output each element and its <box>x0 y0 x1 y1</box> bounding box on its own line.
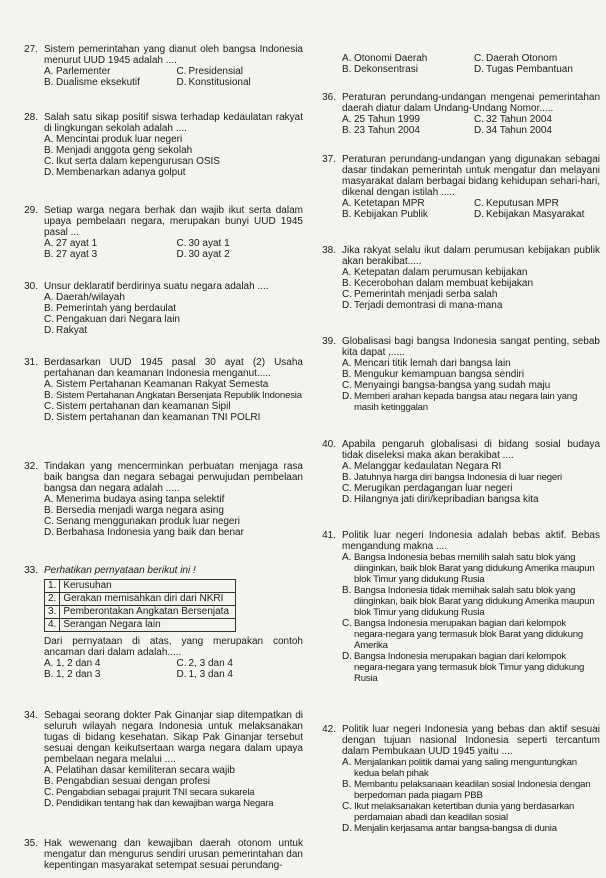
answer-option[interactable] <box>44 787 303 798</box>
option-text: Ketepatan dalam perumusan kebijakan <box>354 267 528 278</box>
option-text: 30 ayat 1 <box>188 238 230 249</box>
option-letter: B. <box>342 369 352 380</box>
option-text: Menerima budaya asing tanpa selektif <box>56 494 225 505</box>
answer-options <box>44 238 303 260</box>
question-body <box>342 724 600 834</box>
answer-options <box>44 292 303 336</box>
option-letter: A. <box>342 198 352 209</box>
question-body <box>44 461 303 538</box>
option-letter: D. <box>342 391 352 402</box>
answer-options <box>342 198 600 220</box>
option-text: 23 Tahun 2004 <box>354 125 420 136</box>
option-letter: A. <box>44 379 54 390</box>
answer-option[interactable] <box>342 779 600 801</box>
answer-option[interactable] <box>177 249 304 260</box>
option-text: Tugas Pembantuan <box>486 64 573 75</box>
answer-option[interactable] <box>474 64 600 75</box>
option-letter: D. <box>474 125 484 136</box>
option-letter: B. <box>44 77 54 88</box>
question-body <box>342 154 600 220</box>
option-letter: A. <box>44 238 54 249</box>
answer-options <box>44 765 303 809</box>
option-text: Terjadi demontrasi di mana-mana <box>354 300 503 311</box>
option-text: Membenarkan adanya golput <box>56 167 186 178</box>
question <box>316 336 600 413</box>
question <box>316 245 600 311</box>
option-letter: D. <box>342 651 352 662</box>
option-text: Pendidikan tentang hak dan kewajiban warga Negara <box>56 798 274 809</box>
question-number: 27. <box>24 44 38 55</box>
answer-option[interactable] <box>474 125 600 136</box>
option-letter: D. <box>342 823 352 834</box>
answer-option[interactable] <box>44 505 303 516</box>
question-stem: Tindakan yang mencerminkan perbuatan menjaga rasa baik bangsa dan negara sebagai perwujudan pembelaan bangsa dan negara adalah ..... <box>44 461 303 494</box>
option-letter: C. <box>474 198 484 209</box>
statement-number: 3. <box>45 606 60 619</box>
option-text: Konstitusional <box>188 77 251 88</box>
option-text: Pelatihan dasar kemiliteran secara wajib <box>56 765 235 776</box>
answer-option[interactable] <box>44 669 171 680</box>
question-stem: Sistem pemerintahan yang dianut oleh bangsa Indonesia menurut UUD 1945 adalah .... <box>44 44 303 66</box>
option-letter: C. <box>44 156 54 167</box>
option-text: 30 ayat 2 <box>188 249 230 260</box>
option-text: Dualisme eksekutif <box>56 77 140 88</box>
option-letter: A. <box>44 134 54 145</box>
question-stem: Politik luar negeri Indonesia yang bebas dan aktif sesuai dengan tujuan nasional Indonesia seperti tercantum dalam Pembukaan UUD 1945 yaitu .... <box>342 724 600 757</box>
answer-option[interactable] <box>44 798 303 809</box>
answer-option[interactable] <box>177 669 304 680</box>
option-text: Mencari titik lemah dari bangsa lain <box>354 358 511 369</box>
question-body <box>44 44 303 88</box>
option-text: Bangsa Indonesia bebas memilih salah satu blok yang diinginkan, baik blok Barat yang didukung Amerika maupun blok Timur yang didukung Rusia <box>354 552 595 585</box>
option-letter: D. <box>342 300 352 311</box>
option-letter: A. <box>44 765 54 776</box>
option-text: Ikut melaksanakan ketertiban dunia yang berdasarkan perdamaian abadi dan keadilan sosial <box>354 801 575 823</box>
answer-option[interactable] <box>44 292 303 303</box>
answer-option[interactable] <box>177 238 304 249</box>
question <box>316 439 600 505</box>
answer-option[interactable] <box>474 198 600 209</box>
answer-options <box>44 66 303 88</box>
option-text: Sistem pertahanan dan keamanan TNI POLRI <box>56 412 261 423</box>
question <box>18 357 303 423</box>
question-number: 30. <box>24 281 38 292</box>
option-text: Merugikan perdagangan luar negeri <box>354 483 513 494</box>
option-letter: C. <box>176 66 187 77</box>
answer-option[interactable] <box>44 134 303 145</box>
question-body <box>44 281 303 336</box>
option-text: Sistem Pertahanan Keamanan Rakyat Semesta <box>56 379 269 390</box>
question <box>18 44 303 88</box>
answer-option[interactable] <box>342 125 468 136</box>
question-stem: Peraturan perundang-undangan mengenai pemerintahan daerah diatur dalam Undang-Undang Nomor..... <box>342 92 600 114</box>
option-text: 25 Tahun 1999 <box>354 114 420 125</box>
question-number: 38. <box>322 245 336 256</box>
question-number: 29. <box>24 205 38 216</box>
answer-options <box>342 114 600 136</box>
option-text: Kebijakan Publik <box>354 209 428 220</box>
option-letter: B. <box>44 505 54 516</box>
answer-option[interactable] <box>342 651 600 684</box>
question <box>18 838 303 871</box>
answer-option[interactable] <box>44 325 303 336</box>
option-text: Pengabdian sebagai prajurit TNI secara sukarela <box>56 787 255 798</box>
question-body <box>44 710 303 809</box>
question-stem: Berdasarkan UUD 1945 pasal 30 ayat (2) Usaha pertahanan dan keamanan Indonesia menganut..... <box>44 357 303 379</box>
answer-option[interactable] <box>44 401 303 412</box>
option-letter: D. <box>176 669 187 680</box>
option-text: Presidensial <box>188 66 243 77</box>
option-letter: C. <box>474 53 484 64</box>
option-letter: B. <box>44 390 54 401</box>
question-body <box>44 565 303 680</box>
option-letter: B. <box>342 472 352 483</box>
question-body <box>342 336 600 413</box>
question-body <box>342 245 600 311</box>
question-body <box>342 530 600 684</box>
answer-option[interactable] <box>44 156 303 167</box>
answer-option[interactable] <box>342 618 600 651</box>
option-letter: A. <box>342 53 352 64</box>
option-text: Menjadi anggota geng sekolah <box>56 145 193 156</box>
option-letter: A. <box>342 114 352 125</box>
answer-options <box>342 461 600 505</box>
question-stem: Globalisasi bagi bangsa Indonesia sangat penting, sebab kita dapat ,..... <box>342 336 600 358</box>
option-letter: D. <box>44 412 54 423</box>
answer-option[interactable] <box>342 267 600 278</box>
question-number: 41. <box>322 530 336 541</box>
option-letter: B. <box>44 145 54 156</box>
option-text: Menjalankan politik damai yang saling menguntungkan kedua belah pihak <box>354 757 577 779</box>
statement-text: Kerusuhan <box>60 580 236 593</box>
option-text: 1, 2 dan 3 <box>56 669 101 680</box>
question <box>18 112 303 178</box>
option-text: Parlementer <box>56 66 111 77</box>
option-text: 1, 2 dan 4 <box>56 658 101 669</box>
option-letter: A. <box>342 358 352 369</box>
option-text: Mengukur kemampuan bangsa sendiri <box>354 369 525 380</box>
question-body <box>342 439 600 505</box>
option-letter: C. <box>44 787 54 798</box>
answer-option[interactable] <box>342 801 600 823</box>
option-text: Sistem Pertahanan Angkatan Bersenjata Republik Indonesia <box>56 390 302 401</box>
option-letter: D. <box>44 798 54 809</box>
question <box>18 205 303 260</box>
answer-option[interactable] <box>342 823 600 834</box>
option-letter: C. <box>44 314 54 325</box>
question-stem: Salah satu sikap positif siswa terhadap kedaulatan rakyat di lingkungan sekolah adalah .... <box>44 112 303 134</box>
answer-option[interactable] <box>474 209 600 220</box>
option-text: Berbahasa Indonesia yang baik dan benar <box>56 527 244 538</box>
option-letter: B. <box>342 585 352 596</box>
question-number: 36. <box>322 92 336 103</box>
question-number: 28. <box>24 112 38 123</box>
answer-option[interactable] <box>342 289 600 300</box>
answer-option[interactable] <box>44 494 303 505</box>
answer-option[interactable] <box>342 461 600 472</box>
answer-options <box>342 552 600 684</box>
question <box>18 710 303 809</box>
answer-option[interactable] <box>342 358 600 369</box>
option-letter: D. <box>44 167 54 178</box>
answer-option[interactable] <box>44 145 303 156</box>
option-letter: C. <box>342 618 352 629</box>
answer-options <box>44 134 303 178</box>
answer-option[interactable] <box>44 238 171 249</box>
answer-options <box>44 379 303 423</box>
statement-table <box>44 579 236 632</box>
question-stem: Unsur deklaratif berdirinya suatu negara adalah .... <box>44 281 269 292</box>
question-body <box>44 112 303 178</box>
question-stem: Peraturan perundang-undangan yang digunakan sebagai dasar tindakan pemerintah untuk mengatur dan melayani masyarakat dalam berbagai bidang kehidupan sehari-hari, dikenal dengan istilah ..... <box>342 154 600 198</box>
option-letter: B. <box>342 125 352 136</box>
question-number: 33. <box>24 565 38 576</box>
option-text: Pemerintah yang berdaulat <box>56 303 177 314</box>
statement-text: Pemberontakan Angkatan Bersenjata <box>60 606 236 619</box>
option-text: Daerah/wilayah <box>56 292 125 303</box>
option-letter: C. <box>342 289 352 300</box>
question <box>18 461 303 538</box>
answer-option[interactable] <box>44 776 303 787</box>
answer-option[interactable] <box>44 412 303 423</box>
answer-options <box>342 757 600 834</box>
answer-option[interactable] <box>342 380 600 391</box>
option-letter: B. <box>342 209 352 220</box>
option-letter: B. <box>44 303 54 314</box>
answer-option[interactable] <box>342 114 468 125</box>
option-letter: C. <box>342 380 352 391</box>
option-text: Menyaingi bangsa-bangsa yang sudah maju <box>354 380 551 391</box>
option-text: Mencintai produk luar negeri <box>56 134 183 145</box>
option-letter: D. <box>474 209 484 220</box>
answer-option[interactable] <box>342 472 600 483</box>
answer-options <box>44 494 303 538</box>
option-text: 2, 3 dan 4 <box>188 658 233 669</box>
option-letter: C. <box>342 483 352 494</box>
answer-option[interactable] <box>44 390 303 401</box>
option-letter: A. <box>342 757 352 768</box>
option-text: Ketetapan MPR <box>354 198 425 209</box>
option-text: Pengabdian sesuai dengan profesi <box>56 776 211 787</box>
answer-option[interactable] <box>44 527 303 538</box>
option-letter: B. <box>44 249 54 260</box>
option-text: Rakyat <box>56 325 88 336</box>
answer-option[interactable] <box>177 658 304 669</box>
option-letter: B. <box>342 64 352 75</box>
option-text: 32 Tahun 2004 <box>486 114 552 125</box>
option-letter: C. <box>474 114 484 125</box>
option-text: Keputusan MPR <box>486 198 559 209</box>
question-body <box>44 357 303 423</box>
answer-option[interactable] <box>342 209 468 220</box>
answer-option[interactable] <box>342 391 600 413</box>
option-letter: D. <box>474 64 484 75</box>
question-body <box>44 838 303 871</box>
question-number: 35. <box>24 838 38 849</box>
answer-option[interactable] <box>177 77 304 88</box>
option-text: Pengakuan dari Negara lain <box>56 314 180 325</box>
option-letter: A. <box>342 267 352 278</box>
option-text: Senang menggunakan produk luar negeri <box>56 516 241 527</box>
answer-options <box>44 658 303 680</box>
option-letter: C. <box>176 238 187 249</box>
question-number: 34. <box>24 710 38 721</box>
option-text: Jatuhnya harga diri bangsa Indonesia di luar negeri <box>354 472 562 483</box>
option-letter: B. <box>342 278 352 289</box>
option-letter: A. <box>342 461 352 472</box>
option-text: Membantu pelaksanaan keadilan sosial Indonesia dengan berpedoman pada piagam PBB <box>354 779 591 801</box>
question-body <box>44 205 303 260</box>
question-stem-followup: Dari pernyataan di atas, yang merupakan contoh ancaman dari dalam adalah..... <box>44 636 303 658</box>
question-number: 32. <box>24 461 38 472</box>
answer-option[interactable] <box>44 249 171 260</box>
question-number: 39. <box>322 336 336 347</box>
option-text: Bersedia menjadi warga negara asing <box>56 505 224 516</box>
question <box>316 53 600 75</box>
option-letter: D. <box>176 77 187 88</box>
question <box>316 92 600 136</box>
question-stem: Perhatikan pernyataan berikut ini ! <box>44 565 196 576</box>
option-text: Ikut serta dalam kepengurusan OSIS <box>56 156 220 167</box>
answer-options <box>342 53 600 75</box>
option-letter: C. <box>44 401 54 412</box>
option-text: Bangsa Indonesia merupakan bagian dari kelompok negara-negara yang termasuk blok Barat yang didukung Amerika <box>354 618 584 651</box>
question-stem: Sebagai seorang dokter Pak Ginanjar siap ditempatkan di seluruh wilayah negara Indonesia untuk melaksanakan tugas di bidang kesehatan. Sikap Pak Ginanjar tersebut sesuai dengan keikutsertaan warga negara dalam upaya pembelaan negara melalui .... <box>44 710 303 765</box>
option-text: Melanggar kedaulatan Negara RI <box>354 461 502 472</box>
answer-options <box>342 267 600 311</box>
option-letter: B. <box>44 776 54 787</box>
question <box>316 530 600 684</box>
question <box>18 565 303 680</box>
answer-option[interactable] <box>342 494 600 505</box>
option-text: Pemerintah menjadi serba salah <box>354 289 498 300</box>
option-text: Dekonsentrasi <box>354 64 418 75</box>
answer-option[interactable] <box>342 585 600 618</box>
option-text: Bangsa Indonesia merupakan bagian dari kelompok negara-negara yang termasuk blok Timur yang didukung Rusia <box>354 651 585 684</box>
answer-option[interactable] <box>474 114 600 125</box>
statement-number: 1. <box>45 580 60 593</box>
option-text: 27 ayat 1 <box>56 238 98 249</box>
question-stem: Apabila pengaruh globalisasi di bidang sosial budaya tidak diseleksi maka akan berakibat .... <box>342 439 600 461</box>
answer-option[interactable] <box>474 53 600 64</box>
option-letter: B. <box>342 779 352 790</box>
answer-option[interactable] <box>44 516 303 527</box>
option-letter: A. <box>44 66 54 77</box>
option-text: 34 Tahun 2004 <box>486 125 552 136</box>
question <box>18 281 303 336</box>
question-stem: Hak wewenang dan kewajiban daerah otonom untuk mengatur dan mengurus sendiri urusan pemerintahan dan kepentingan masyarakat setempat sesuai perundang- <box>44 838 303 871</box>
question-number: 37. <box>322 154 336 165</box>
question-stem: Politik luar negeri Indonesia adalah bebas aktif. Bebas mengandung makna .... <box>342 530 600 552</box>
answer-option[interactable] <box>342 300 600 311</box>
option-letter: D. <box>44 325 54 336</box>
answer-option[interactable] <box>44 66 171 77</box>
question-stem: Jika rakyat selalu ikut dalam perumusan kebijakan publik akan berakibat..... <box>342 245 600 267</box>
answer-option[interactable] <box>44 765 303 776</box>
question-stem: Setiap warga negara berhak dan wajib ikut serta dalam upaya pembelaan negara, merupakan bunyi UUD 1945 pasal ... <box>44 205 303 238</box>
question-number: 40. <box>322 439 336 450</box>
option-letter: D. <box>44 527 54 538</box>
statement-text: Serangan Negara lain <box>60 619 236 632</box>
option-text: 27 ayat 3 <box>56 249 98 260</box>
answer-option[interactable] <box>177 66 304 77</box>
question <box>316 724 600 834</box>
option-text: 1, 3 dan 4 <box>188 669 233 680</box>
option-letter: A. <box>44 494 54 505</box>
answer-option[interactable] <box>342 483 600 494</box>
question <box>316 154 600 220</box>
option-text: Sistem pertahanan dan keamanan Sipil <box>56 401 231 412</box>
question-body <box>342 92 600 136</box>
statement-row <box>45 606 236 619</box>
answer-option[interactable] <box>342 53 468 64</box>
answer-option[interactable] <box>44 303 303 314</box>
option-letter: C. <box>44 516 54 527</box>
question-number: 42. <box>322 724 336 735</box>
statement-number: 2. <box>45 593 60 606</box>
statement-text: Gerakan memisahkan diri dari NKRI <box>60 593 236 606</box>
answer-option[interactable] <box>342 64 468 75</box>
option-letter: D. <box>176 249 187 260</box>
answer-option[interactable] <box>342 369 600 380</box>
option-letter: B. <box>44 669 54 680</box>
option-letter: C. <box>176 658 187 669</box>
answer-option[interactable] <box>44 167 303 178</box>
option-text: Memberi arahan kepada bangsa atau negara lain yang masih ketinggalan <box>354 391 578 413</box>
option-letter: C. <box>342 801 352 812</box>
option-text: Kebijakan Masyarakat <box>486 209 585 220</box>
statement-row <box>45 593 236 606</box>
option-text: Kecerobohan dalam membuat kebijakan <box>354 278 533 289</box>
option-letter: A. <box>342 552 352 563</box>
statement-row <box>45 619 236 632</box>
answer-option[interactable] <box>342 757 600 779</box>
option-text: Menjalin kerjasama antar bangsa-bangsa di dunia <box>354 823 557 834</box>
option-letter: A. <box>44 292 54 303</box>
option-text: Hilangnya jati diri/kepribadian bangsa kita <box>354 494 539 505</box>
answer-options <box>342 358 600 413</box>
option-letter: D. <box>342 494 352 505</box>
option-letter: A. <box>44 658 54 669</box>
statement-number: 4. <box>45 619 60 632</box>
answer-option[interactable] <box>44 77 171 88</box>
statement-row <box>45 580 236 593</box>
answer-option[interactable] <box>44 658 171 669</box>
answer-option[interactable] <box>342 552 600 585</box>
option-text: Otonomi Daerah <box>354 53 428 64</box>
answer-option[interactable] <box>44 379 303 390</box>
answer-option[interactable] <box>342 198 468 209</box>
question-body <box>342 53 600 75</box>
option-text: Bangsa Indonesia tidak memihak salah satu blok yang diinginkan, baik blok Barat yang didukung Amerika maupun blok Timur yang didukung Rusia <box>354 585 595 618</box>
option-text: Daerah Otonom <box>486 53 558 64</box>
answer-option[interactable] <box>342 278 600 289</box>
answer-option[interactable] <box>44 314 303 325</box>
question-number: 31. <box>24 357 38 368</box>
